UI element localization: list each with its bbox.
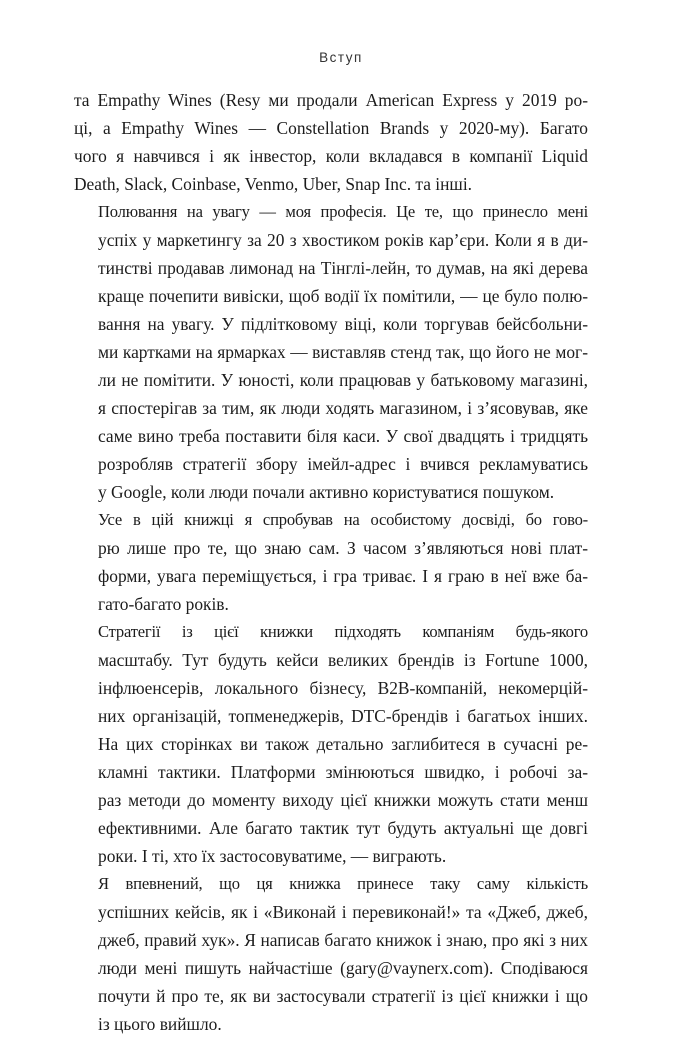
text-line: Death, Slack, Coinbase, Venmo, Uber, Snap Inc. та інші. <box>74 174 472 194</box>
text-line: ці, а Empathy Wines — Constellation Brands у 2020-му). Багато <box>74 118 588 138</box>
text-line: Полювання на увагу — моя професія. Це те, що принесло мені <box>98 202 588 221</box>
text-line: рю лише про те, що знаю сам. З часом з’являються нові плат- <box>98 538 588 558</box>
paragraph <box>74 870 588 1038</box>
text-line: них організацій, топменеджерів, DTC-брендів і багатьох інших. <box>98 706 588 726</box>
text-line: саме вино треба поставити біля каси. У свої двадцять і тридцять <box>98 426 588 446</box>
text-line: краще почепити вивіски, щоб водії їх помітили, — це було полю- <box>98 286 588 306</box>
text-line: вання на увагу. У підлітковому віці, коли торгував бейсбольни- <box>98 314 588 334</box>
text-line: кламні тактики. Платформи змінюються швидко, і робочі за- <box>98 762 588 782</box>
text-line: почути й про те, як ви застосували стратегії із цієї книжки і що <box>98 986 588 1006</box>
text-line: раз методи до моменту виходу цієї книжки можуть стати менш <box>98 790 588 810</box>
text-line: інфлюенсерів, локального бізнесу, B2B-компаній, некомерцій- <box>98 678 588 698</box>
text-line: та Empathy Wines (Resy ми продали American Express у 2019 ро- <box>74 90 588 110</box>
text-line: розробляв стратегії збору імейл-адрес і вчився рекламуватись <box>98 454 588 474</box>
text-line: масштабу. Тут будуть кейси великих брендів із Fortune 1000, <box>98 650 588 670</box>
text-line: успіх у маркетингу за 20 з хвостиком років кар’єри. Коли я в ди- <box>98 230 588 250</box>
paragraph <box>74 618 588 870</box>
text-line: Стратегії із цієї книжки підходять компаніям будь-якого <box>98 622 588 641</box>
paragraph <box>74 86 588 198</box>
text-line: Усе в цій книжці я спробував на особистому досвіді, бо гово- <box>98 510 588 529</box>
text-line: люди мені пишуть найчастіше (gary@vaynerx.com). Сподіваюся <box>98 958 588 978</box>
text-line: ли не помітити. У юності, коли працював у батьковому магазині, <box>98 370 588 390</box>
text-line: На цих сторінках ви також детально заглибитеся в сучасні ре- <box>98 734 588 754</box>
text-line: гато-багато років. <box>98 594 229 614</box>
text-line: Я впевнений, що ця книжка принесе таку саму кількість <box>98 874 588 893</box>
text-line: джеб, правий хук». Я написав багато книжок і знаю, про які з них <box>98 930 588 950</box>
text-line: успішних кейсів, як і «Виконай і перевиконай!» та «Джеб, джеб, <box>98 902 588 922</box>
body-text <box>74 86 588 1038</box>
paragraph <box>74 506 588 618</box>
paragraph <box>74 198 588 506</box>
text-line: форми, увага переміщується, і гра триває. І я граю в неї вже ба- <box>98 566 588 586</box>
text-line: ми картками на ярмарках — виставляв стенд так, що його не мог- <box>98 342 588 362</box>
text-line: я спостерігав за тим, як люди ходять магазином, і з’ясовував, яке <box>98 398 588 418</box>
text-line: чого я навчився і як інвестор, коли вкладався в компанії Liquid <box>74 146 588 166</box>
text-line: у Google, коли люди почали активно користуватися пошуком. <box>98 482 555 502</box>
text-line: роки. І ті, хто їх застосовуватиме, — виграють. <box>98 846 447 866</box>
text-line: тинстві продавав лимонад на Тінглі-лейн, то думав, на які дерева <box>98 258 588 278</box>
text-line: ефективними. Але багато тактик тут будуть актуальні ще довгі <box>98 818 588 838</box>
text-line: із цього вийшло. <box>98 1014 222 1034</box>
running-header: Вступ <box>319 50 363 65</box>
